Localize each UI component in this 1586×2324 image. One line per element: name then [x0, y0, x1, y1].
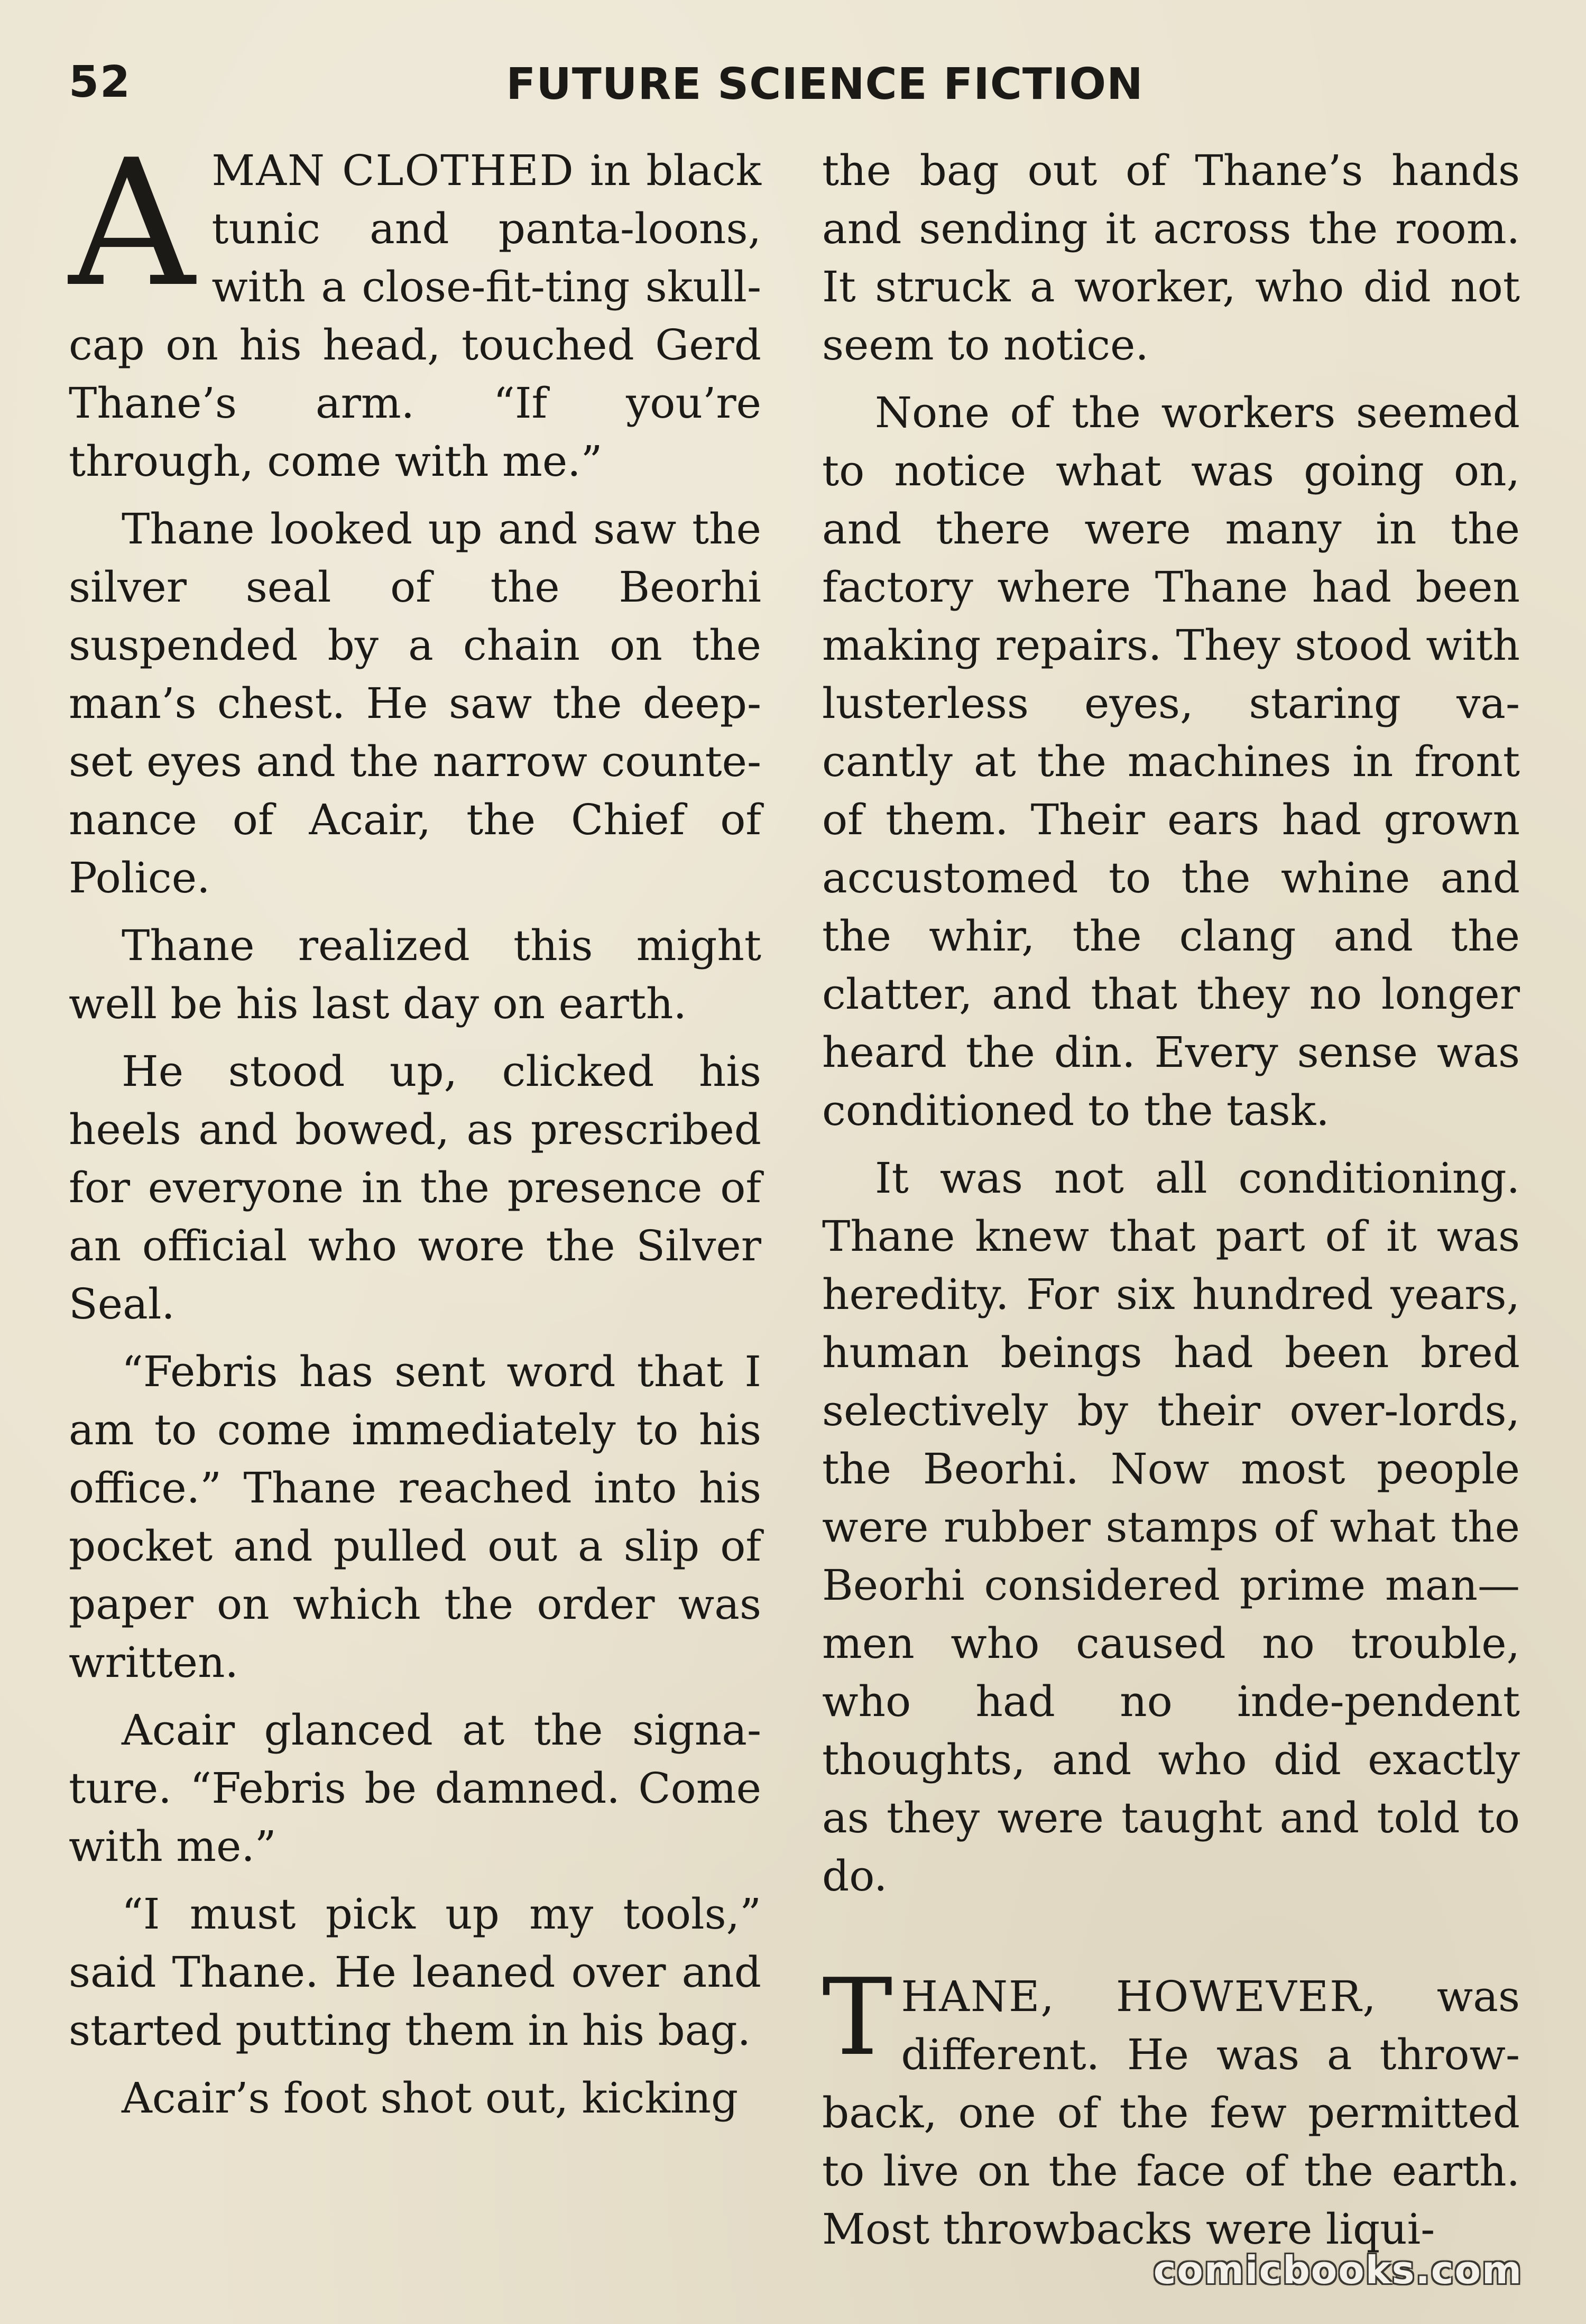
paragraph: “I must pick up my tools,” said Thane. He leaned over and started putting them in his bag.	[69, 1889, 761, 2055]
opening-lead: MAN CLOTHED	[211, 146, 575, 195]
paragraph: Thane realized this might well be his last day on earth.	[69, 921, 761, 1028]
page-header	[69, 57, 1517, 121]
page-number: 52	[69, 57, 132, 107]
section-opening-paragraph	[822, 1956, 1520, 2258]
paragraph: the bag out of Thane’s hands and sending it across the room. It struck a worker, who did not seem to notice.	[822, 146, 1520, 370]
drop-cap: T	[822, 1956, 893, 2079]
paragraph: Acair glanced at the signa-ture. “Febris be damned. Come with me.”	[69, 1705, 761, 1871]
section-text: was different. He was a throw-back, one of the few permitted to live on the face of the earth. Most throwbacks were liqui-	[822, 1972, 1520, 2254]
left-column	[69, 122, 762, 2137]
paragraph: It was not all conditioning. Thane knew that part of it was heredity. For six hundred years, human beings had been bred selectively by their over-lords, the Beorhi. Now most people were rubber stamps of what the Beorhi considered prime man—men who caused no trouble, who had no inde-pendent thoughts, and who did exactly as they were taught and told to do.	[822, 1154, 1520, 1901]
watermark: comicbooks.com	[1153, 2248, 1523, 2292]
section-lead: HANE, HOWEVER,	[901, 1972, 1377, 2021]
paragraph: Thane looked up and saw the silver seal of the Beorhi suspended by a chain on the man’s chest. He saw the deep-set eyes and the narrow counte-nance of Acair, the Chief of Police.	[69, 504, 761, 902]
paragraph: “Febris has sent word that I am to come immediately to his office.” Thane reached into his pocket and pulled out a slip of paper on which the order was written.	[69, 1347, 761, 1687]
opening-paragraph	[69, 122, 762, 491]
opening-text: in black tunic and panta-loons, with a close-fit-ting skull-cap on his head, touched Gerd Thane’s arm. “If you’re through, come with me.”	[69, 146, 762, 486]
paragraph: None of the workers seemed to notice what was going on, and there were many in the factory where Thane had been making repairs. They stood with lusterless eyes, staring va-cantly at the machines in front of them. Their ears had grown accustomed to the whine and the whir, the clang and the clatter, and that they no longer heard the din. Every sense was conditioned to the task.	[822, 388, 1520, 1135]
paragraph: He stood up, clicked his heels and bowed, as prescribed for everyone in the presence of an official who wore the Silver Seal.	[69, 1047, 761, 1329]
right-column	[822, 142, 1520, 2268]
running-head: FUTURE SCIENCE FICTION	[506, 59, 1144, 109]
drop-cap: A	[69, 122, 195, 325]
section-break	[822, 1915, 1520, 1968]
paragraph: Acair’s foot shot out, kicking	[122, 2073, 739, 2123]
